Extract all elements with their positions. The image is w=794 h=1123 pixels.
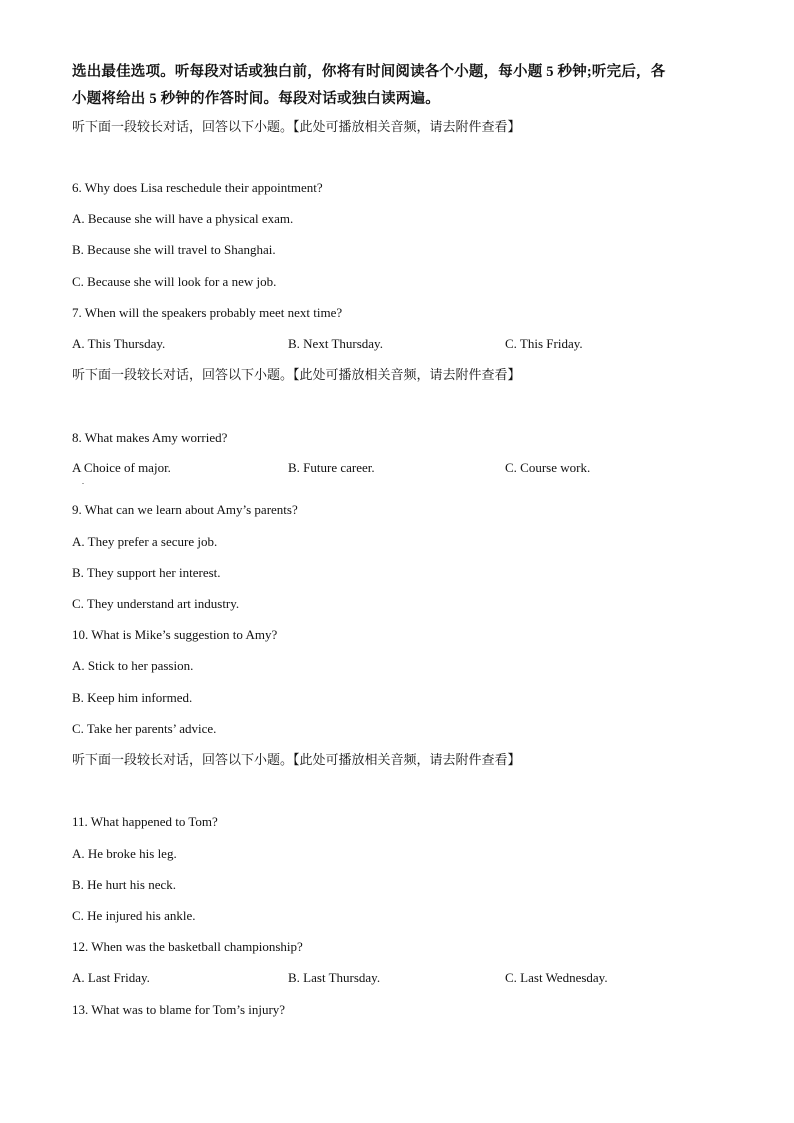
option-a: A Choice of major.	[72, 460, 171, 475]
section-instruction: 听下面一段较长对话，回答以下小题。【此处可播放相关音频，请去附件查看】	[72, 367, 521, 382]
question-stem: 9. What can we learn about Amy’s parents?	[72, 502, 298, 517]
section-instruction: 听下面一段较长对话，回答以下小题。【此处可播放相关音频，请去附件查看】	[72, 119, 521, 134]
option-c: C. This Friday.	[505, 336, 583, 351]
question-stem: 8. What makes Amy worried?	[72, 430, 228, 445]
question-stem: 6. Why does Lisa reschedule their appointment?	[72, 180, 323, 195]
intro-line-2: 小题将给出 5 秒钟的作答时间。每段对话或独白读两遍。	[72, 91, 440, 107]
option-c: C. Because she will look for a new job.	[72, 274, 277, 289]
option-a: A. This Thursday.	[72, 336, 166, 351]
question-stem: 10. What is Mike’s suggestion to Amy?	[72, 627, 278, 642]
option-b: B. Next Thursday.	[288, 336, 383, 351]
intro-line-1: 选出最佳选项。听每段对话或独白前，你将有时间阅读各个小题，每小题 5 秒钟;听完后，各	[72, 64, 666, 80]
option-c: C. He injured his ankle.	[72, 908, 196, 923]
dot-mark: .	[82, 477, 84, 486]
option-b: B. They support her interest.	[72, 565, 221, 580]
option-a: A. Because she will have a physical exam.	[72, 211, 294, 226]
section-instruction: 听下面一段较长对话，回答以下小题。【此处可播放相关音频，请去附件查看】	[72, 752, 521, 767]
option-a: A. Stick to her passion.	[72, 658, 194, 673]
option-b: B. Future career.	[288, 460, 375, 475]
option-c: C. Take her parents’ advice.	[72, 721, 217, 736]
question-stem: 11. What happened to Tom?	[72, 814, 218, 829]
question-stem: 13. What was to blame for Tom’s injury?	[72, 1002, 286, 1017]
question-stem: 7. When will the speakers probably meet next time?	[72, 305, 343, 320]
option-a: A. They prefer a secure job.	[72, 534, 218, 549]
option-c: C. Course work.	[505, 460, 591, 475]
option-b: B. Because she will travel to Shanghai.	[72, 242, 276, 257]
option-b: B. He hurt his neck.	[72, 877, 176, 892]
option-c: C. They understand art industry.	[72, 596, 240, 611]
option-a: A. He broke his leg.	[72, 846, 177, 861]
option-b: B. Keep him informed.	[72, 690, 193, 705]
option-c: C. Last Wednesday.	[505, 970, 608, 985]
option-b: B. Last Thursday.	[288, 970, 381, 985]
question-stem: 12. When was the basketball championship?	[72, 939, 303, 954]
option-a: A. Last Friday.	[72, 970, 150, 985]
